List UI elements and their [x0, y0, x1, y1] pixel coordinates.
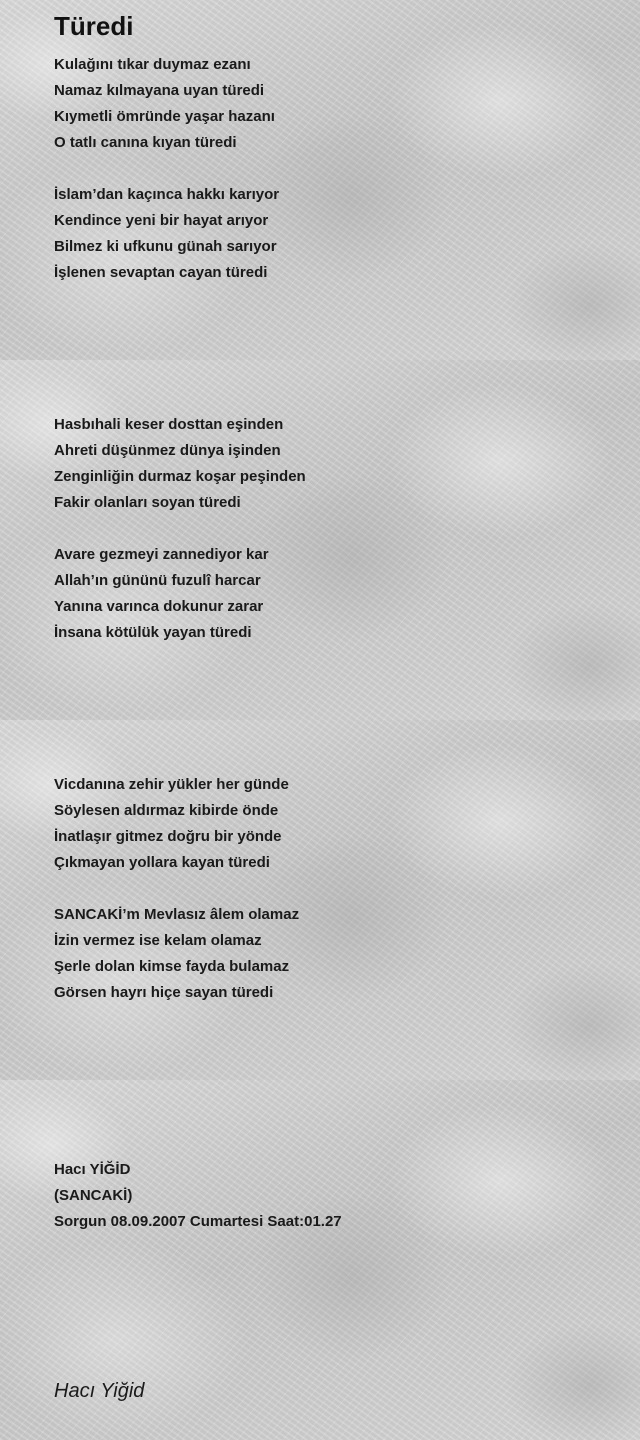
poem-line: Kıymetli ömründe yaşar hazanı: [54, 108, 275, 125]
poem-line: Çıkmayan yollara kayan türedi: [54, 854, 270, 871]
poem-line: Avare gezmeyi zannediyor kar: [54, 546, 269, 563]
author-signature: Hacı Yiğid: [54, 1380, 145, 1402]
poem-panel-1: [0, 0, 640, 360]
poem-line: Şerle dolan kimse fayda bulamaz: [54, 958, 290, 975]
poem-line: İnatlaşır gitmez doğru bir yönde: [54, 828, 282, 845]
poem-credits: [54, 1157, 342, 1235]
poem-line: Ahreti düşünmez dünya işinden: [54, 442, 281, 459]
stanza-3: [54, 412, 306, 516]
poem-line: O tatlı canına kıyan türedi: [54, 134, 237, 151]
poem-date-line: Sorgun 08.09.2007 Cumartesi Saat:01.27: [54, 1213, 342, 1230]
poem-line: Allah’ın gününü fuzulî harcar: [54, 572, 261, 589]
author-name: Hacı YİĞİD: [54, 1161, 131, 1178]
poem-line: İşlenen sevaptan cayan türedi: [54, 264, 268, 281]
poem-line: SANCAKİ’m Mevlasız âlem olamaz: [54, 906, 300, 923]
stanza-6: [54, 902, 299, 1006]
poem-line: Kulağını tıkar duymaz ezanı: [54, 56, 251, 73]
poem-panel-2: [0, 360, 640, 720]
poem-line: Namaz kılmayana uyan türedi: [54, 82, 265, 99]
poem-line: Söylesen aldırmaz kibirde önde: [54, 802, 279, 819]
poem-line: Fakir olanları soyan türedi: [54, 494, 241, 511]
poem-line: Vicdanına zehir yükler her günde: [54, 776, 289, 793]
stanza-1: [54, 52, 275, 156]
poem-line: Kendince yeni bir hayat arıyor: [54, 212, 269, 229]
stanza-4: [54, 542, 269, 646]
poem-line: Yanına varınca dokunur zarar: [54, 598, 264, 615]
stanza-5: [54, 772, 289, 876]
poem-line: Zenginliğin durmaz koşar peşinden: [54, 468, 306, 485]
poem-line: İzin vermez ise kelam olamaz: [54, 932, 262, 949]
poem-line: Görsen hayrı hiçe sayan türedi: [54, 984, 274, 1001]
poem-panel-3: [0, 720, 640, 1080]
stanza-2: [54, 182, 279, 286]
poem-line: İnsana kötülük yayan türedi: [54, 624, 252, 641]
poem-line: İslam’dan kaçınca hakkı karıyor: [54, 186, 280, 203]
poem-line: Hasbıhali keser dosttan eşinden: [54, 416, 284, 433]
author-pen-name: (SANCAKİ): [54, 1187, 133, 1204]
poem-line: Bilmez ki ufkunu günah sarıyor: [54, 238, 277, 255]
poem-title: Türedi: [54, 11, 134, 41]
poem-panel-4: [0, 1080, 640, 1440]
